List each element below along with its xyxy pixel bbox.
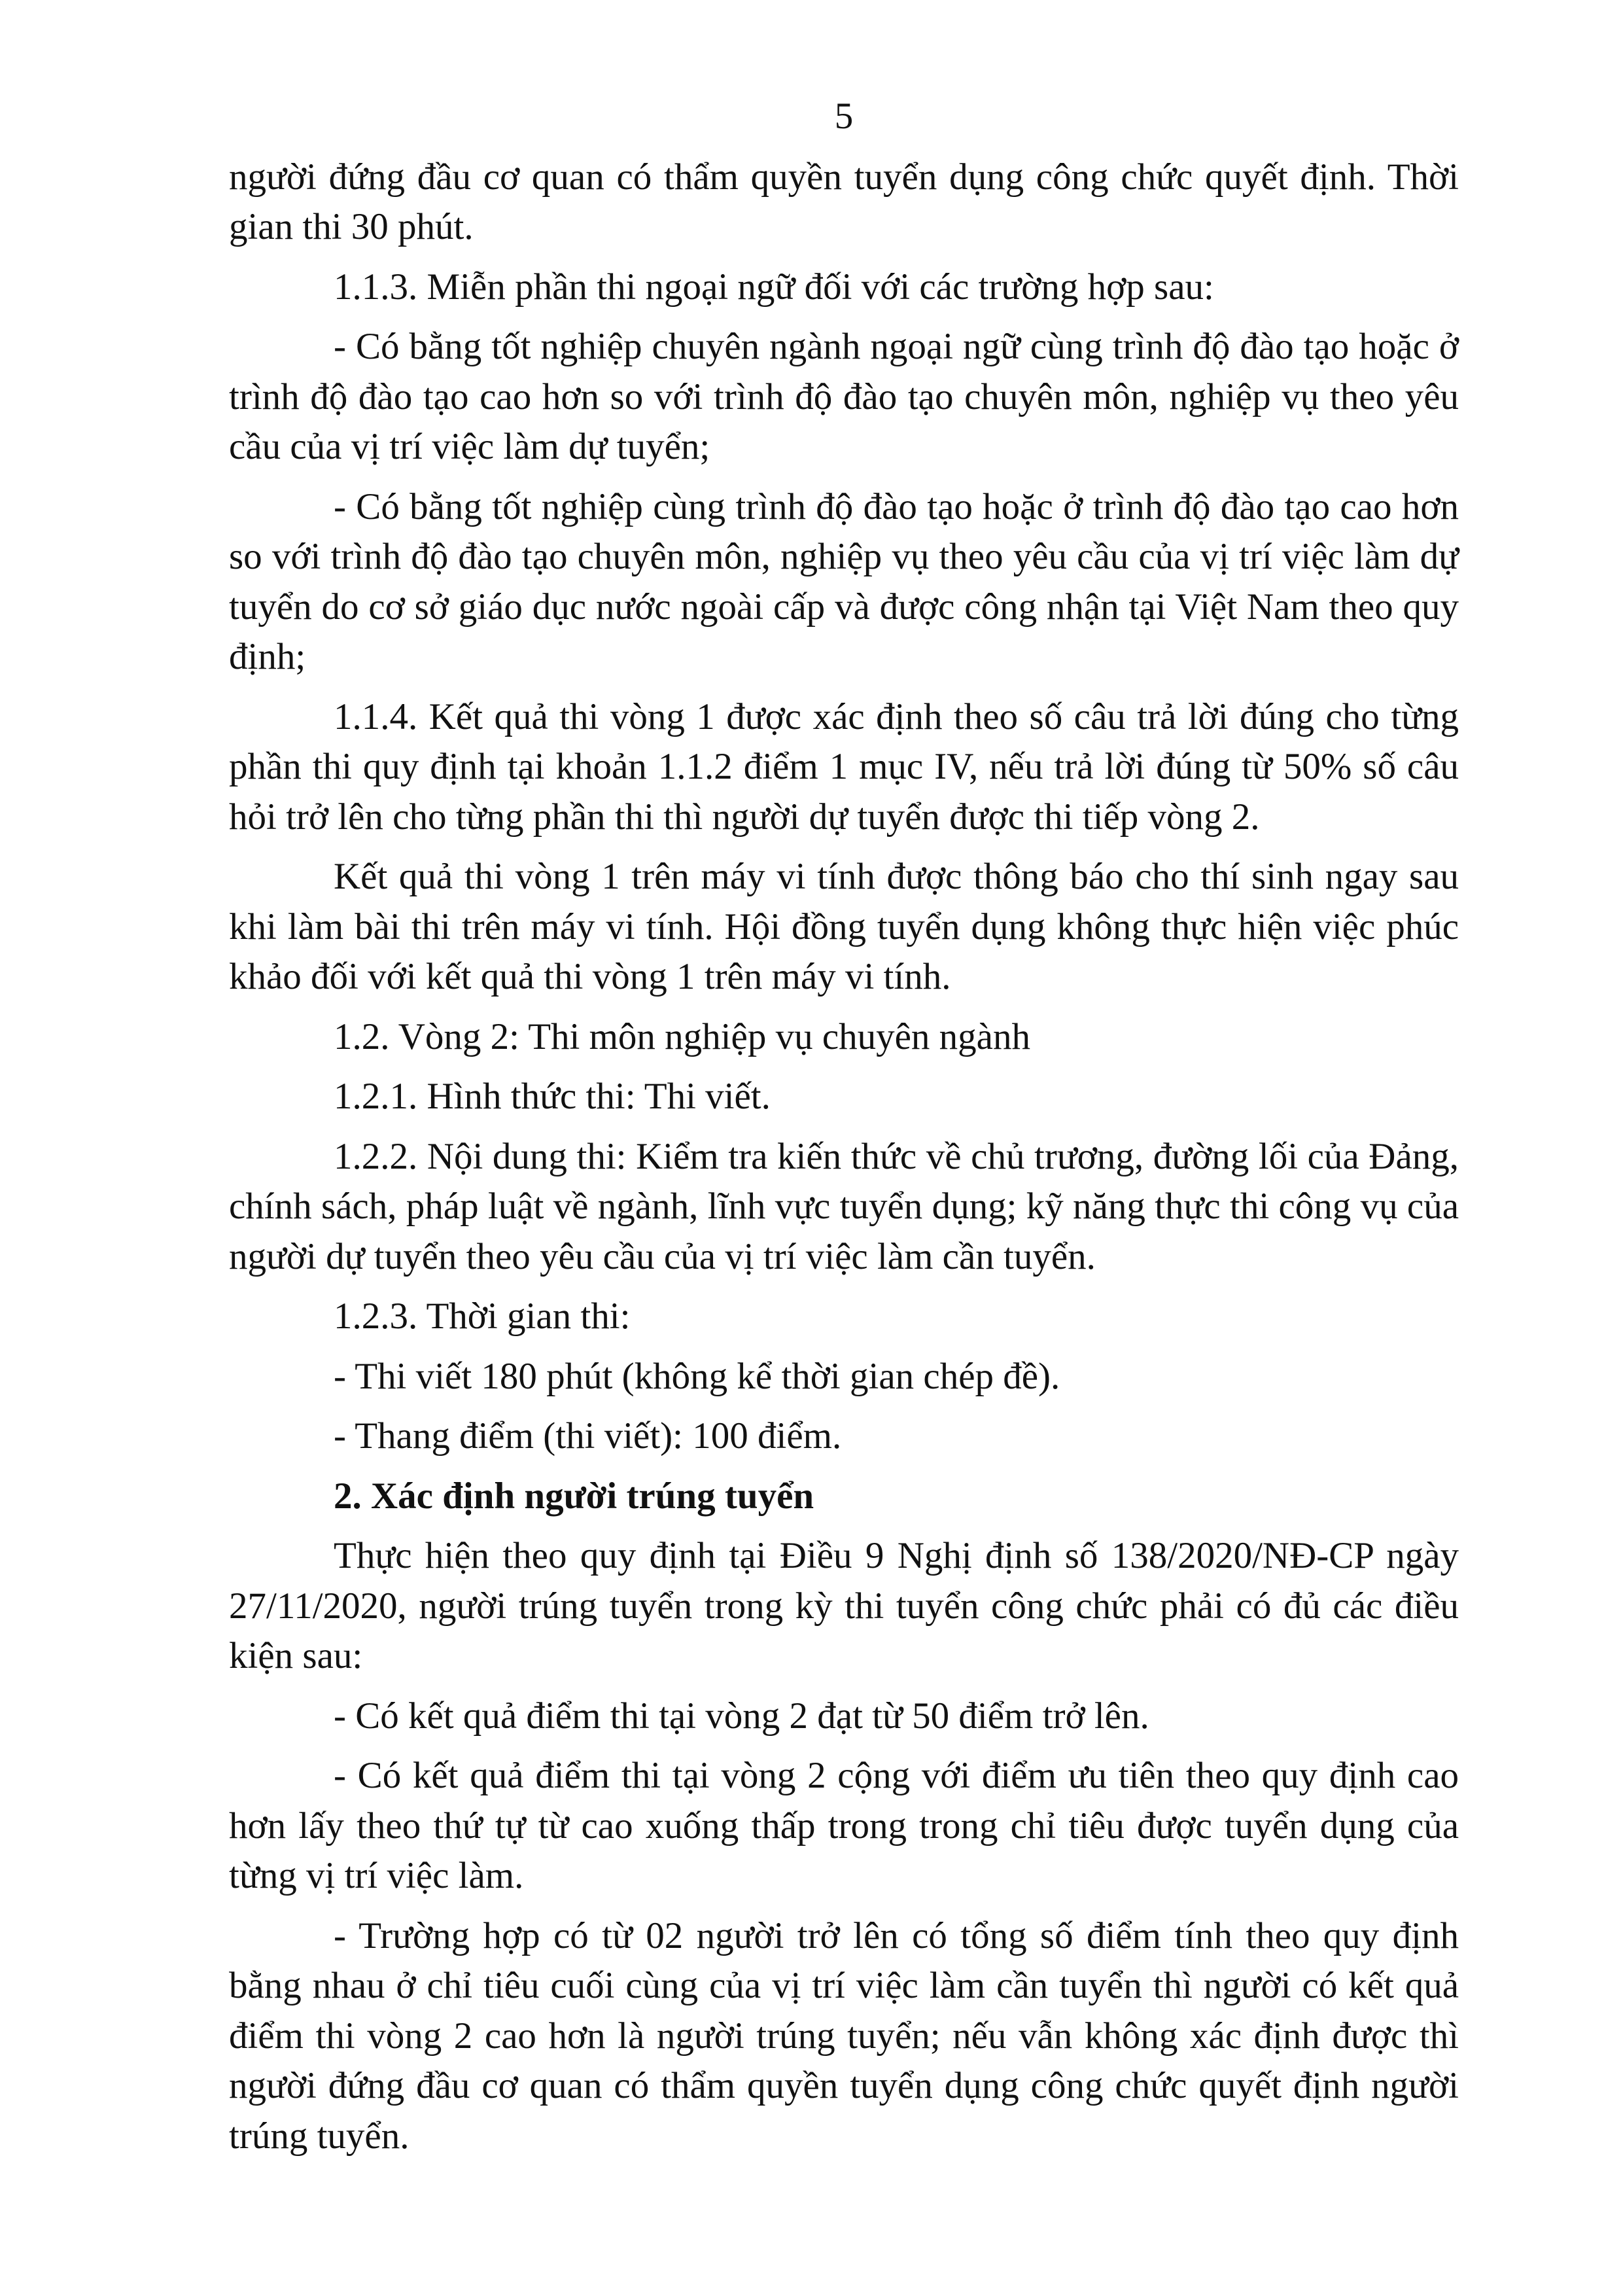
paragraph-exam-time-continued: người đứng đầu cơ quan có thẩm quyền tuyển dụng công chức quyết định. Thời gian thi 30 phút. (229, 156, 1459, 247)
paragraph-round-1-results: Kết quả thi vòng 1 trên máy vi tính được thông báo cho thí sinh ngay sau khi làm bài thi trên máy vi tính. Hội đồng tuyển dụng không thực hiện việc phúc khảo đối với kết quả thi vòng 1 trên máy vi tính. (229, 856, 1459, 997)
paragraph-condition-priority-points: - Có kết quả điểm thi tại vòng 2 cộng với điểm ưu tiên theo quy định cao hơn lấy theo thứ tự từ cao xuống thấp trong trong chỉ tiêu được tuyển dụng của từng vị trí việc làm. (229, 1755, 1459, 1896)
section-heading: 2. Xác định người trúng tuyển (334, 1475, 814, 1517)
paragraph-1-2-1: 1.2.1. Hình thức thi: Thi viết. (334, 1076, 771, 1117)
paragraph-decree-reference: Thực hiện theo quy định tại Điều 9 Nghị định số 138/2020/NĐ-CP ngày 27/11/2020, người trúng tuyển trong kỳ thi tuyển công chức phải có đủ các điều kiện sau: (229, 1535, 1459, 1676)
paragraph-written-exam-duration: - Thi viết 180 phút (không kể thời gian chép đề). (334, 1355, 1060, 1397)
paragraph-score-scale: - Thang điểm (thi viết): 100 điểm. (334, 1415, 842, 1457)
paragraph-1-2-2: 1.2.2. Nội dung thi: Kiểm tra kiến thức về chủ trương, đường lối của Đảng, chính sách, pháp luật về ngành, lĩnh vực tuyển dụng; kỹ năng thực thi công vụ của người dự tuyển theo yêu cầu của vị trí việc làm cần tuyển. (229, 1135, 1459, 1277)
paragraph-1-2-3: 1.2.3. Thời gian thi: (334, 1296, 631, 1337)
paragraph-1-2: 1.2. Vòng 2: Thi môn nghiệp vụ chuyên ngành (334, 1016, 1030, 1057)
paragraph-foreign-institution-degree: - Có bằng tốt nghiệp cùng trình độ đào tạo hoặc ở trình độ đào tạo cao hơn so với trình độ đào tạo chuyên môn, nghiệp vụ theo yêu cầu của vị trí việc làm dự tuyển do cơ sở giáo dục nước ngoài cấp và được công nhận tại Việt Nam theo quy định; (229, 486, 1459, 677)
paragraph-foreign-language-degree: - Có bằng tốt nghiệp chuyên ngành ngoại ngữ cùng trình độ đào tạo hoặc ở trình độ đào tạo cao hơn so với trình độ đào tạo chuyên môn, nghiệp vụ theo yêu cầu của vị trí việc làm dự tuyển; (229, 326, 1459, 467)
document-page (229, 92, 1459, 2171)
paragraph-1-1-4: 1.1.4. Kết quả thi vòng 1 được xác định theo số câu trả lời đúng cho từng phần thi quy định tại khoản 1.1.2 điểm 1 mục IV, nếu trả lời đúng từ 50% số câu hỏi trở lên cho từng phần thi thì người dự tuyển được thi tiếp vòng 2. (229, 696, 1459, 838)
paragraph-tie-break: - Trường hợp có từ 02 người trở lên có tổng số điểm tính theo quy định bằng nhau ở chỉ tiêu cuối cùng của vị trí việc làm cần tuyển thì người có kết quả điểm thi vòng 2 cao hơn là người trúng tuyển; nếu vẫn không xác định được thì người đứng đầu cơ quan có thẩm quyền tuyển dụng công chức quyết định người trúng tuyển. (229, 1915, 1459, 2157)
paragraph-1-1-3: 1.1.3. Miễn phần thi ngoại ngữ đối với các trường hợp sau: (334, 266, 1214, 308)
paragraph-condition-50-points: - Có kết quả điểm thi tại vòng 2 đạt từ 50 điểm trở lên. (334, 1695, 1149, 1737)
page-number: 5 (834, 96, 854, 137)
